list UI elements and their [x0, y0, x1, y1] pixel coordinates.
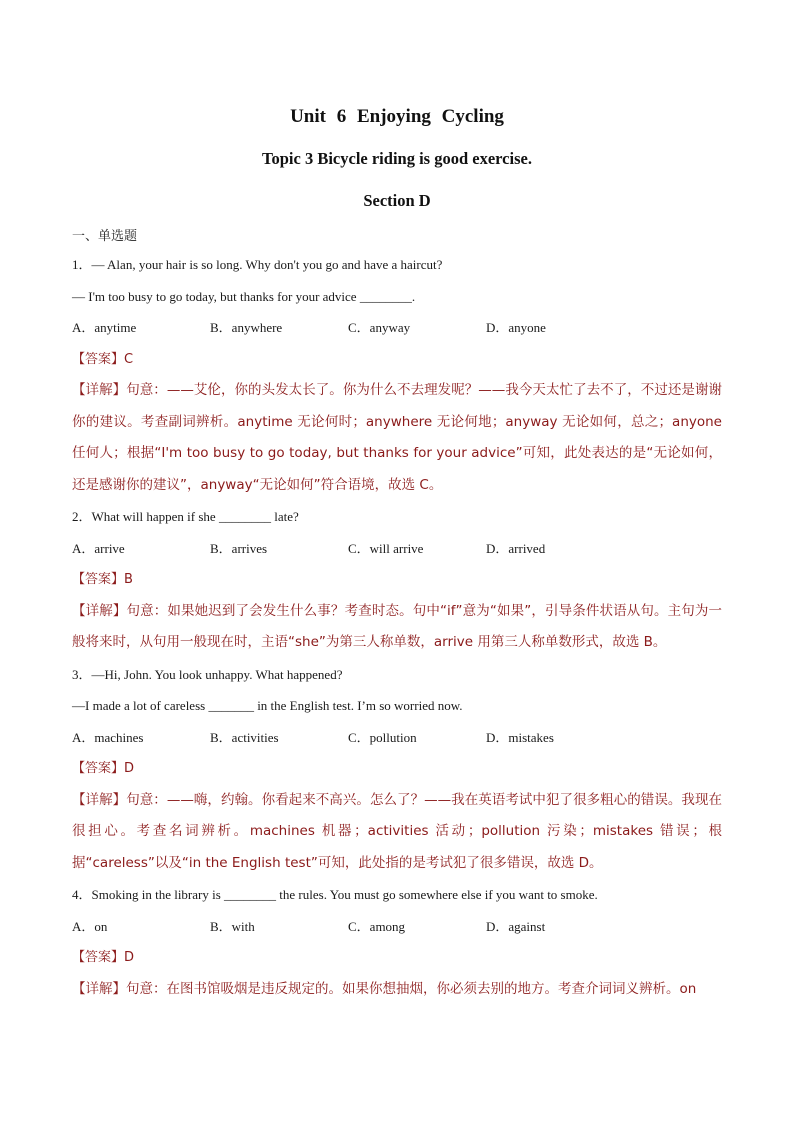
option-a: A．machines — [72, 729, 144, 745]
option-d: D．mistakes — [486, 729, 554, 745]
question-3 — [72, 659, 722, 880]
answer-line: 【答案】C — [72, 351, 134, 367]
explanation: 【详解】句意：——嗨，约翰。你看起来不高兴。怎么了？——我在英语考试中犯了很多粗心的错误。我现在很担心。考查名词辨析。machines 机器；activities 活动；pollution 污染；mistakes 错误；根据“careless”以及“in the English test”可知，此处指的是考试犯了很多错误，故选 D。 — [72, 791, 723, 871]
option-b: B．activities — [210, 729, 279, 745]
option-a: A．anytime — [72, 320, 137, 335]
option-a: A．arrive — [72, 540, 125, 556]
explanation: 【详解】句意：如果她迟到了会发生什么事？考查时态。句中“if”意为“如果”，引导条件状语从句。主句为一般将来时，从句用一般现在时，主语“she”为第三人称单数，arrive 用第三人称单数形式，故选 B。 — [72, 602, 722, 650]
option-b: B．with — [210, 918, 255, 934]
option-c: C．among — [348, 918, 406, 934]
question-stem: 3．—Hi, John. You look unhappy. What happened? — [72, 666, 343, 682]
question-4 — [72, 879, 722, 1005]
option-c: C．anyway — [348, 320, 411, 335]
topic-title: Topic 3 Bicycle riding is good exercise. — [262, 149, 532, 168]
option-c: C．pollution — [348, 729, 417, 745]
question-1 — [72, 249, 722, 501]
question-line: — I'm too busy to go today, but thanks for your advice ________. — [72, 288, 416, 304]
option-d: D．anyone — [486, 320, 546, 335]
explanation: 【详解】句意：在图书馆吸烟是违反规定的。如果你想抽烟，你必须去别的地方。考查介词词义辨析。on — [72, 980, 697, 997]
options-row — [72, 911, 722, 943]
section-label: 一、单选题 — [72, 229, 138, 244]
answer-line: 【答案】D — [72, 761, 135, 776]
question-stem: 1．— Alan, your hair is so long. Why don't you go and have a haircut? — [72, 257, 443, 272]
answer-line: 【答案】B — [72, 572, 133, 587]
question-list — [72, 249, 722, 1005]
question-stem: 4．Smoking in the library is ________ the rules. You must go somewhere else if you want to smoke. — [72, 887, 598, 902]
question-line: —I made a lot of careless _______ in the English test. I’m so worried now. — [72, 698, 463, 713]
option-d: D．against — [486, 918, 546, 934]
unit-title: Unit 6 Enjoying Cycling — [290, 106, 504, 127]
options-row — [72, 722, 722, 754]
option-c: C．will arrive — [348, 540, 424, 556]
option-b: B．anywhere — [210, 320, 283, 335]
option-a: A．on — [72, 918, 108, 934]
explanation: 【详解】句意：——艾伦，你的头发太长了。你为什么不去理发呢？——我今天太忙了去不了，不过还是谢谢你的建议。考查副词辨析。anytime 无论何时；anywhere 无论何地；anyway 无论如何，总之；anyone 任何人；根据“I'm too busy to go today, but thanks for your advice”可知，此处表达的是“无论如何，还是感谢你的建议”，anyway“无论如何”符合语境，故选 C。 — [72, 382, 723, 493]
question-2 — [72, 501, 722, 659]
option-d: D．arrived — [486, 540, 546, 556]
section-title: Section D — [363, 191, 431, 210]
options-row — [72, 533, 722, 565]
option-b: B．arrives — [210, 540, 268, 556]
answer-line: 【答案】D — [72, 950, 135, 965]
question-stem: 2．What will happen if she ________ late? — [72, 509, 299, 524]
options-row — [72, 312, 722, 344]
